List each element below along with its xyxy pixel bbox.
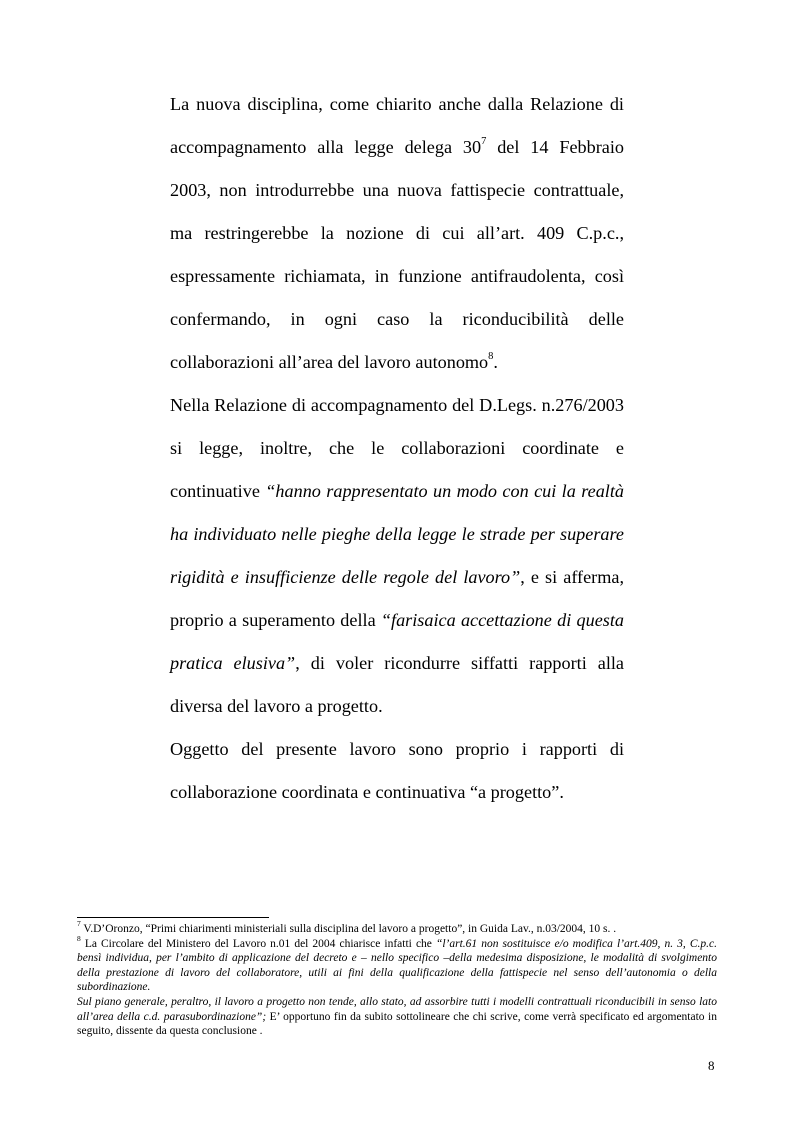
footnote-8-quote-a: “l’art.61 non sostituisce e/o modifica l’art.409, n. 3, C.p.c. bensì individua, per l’ambito di applicazione del decreto e – nello specifico –della medesima disposizione, le modalità di svolgimento della prestazione di lavoro del collaboratore, utili ai fini della qualificazione della fattispecie nel senso dell’autonomia o della subordinazione. [77, 937, 717, 994]
footnote-8 [77, 933, 717, 995]
footnote-8-quote-b: Sul piano generale, peraltro, il lavoro a progetto non tende, allo stato, ad assorbire tutti i modelli contrattuali riconducibili in senso lato all’area della c.d. parasubordinazione”; [77, 995, 717, 1023]
paragraph-1-text-b: del 14 Febbraio 2003, non introdurrebbe una nuova fattispecie contrattuale, ma restringerebbe la nozione di cui all’art. 409 C.p.c., espressamente richiamata, in funzione antifraudolenta, così confermando, in ogni caso la riconducibilità delle collaborazioni all’area del lavoro autonomo [170, 137, 624, 372]
footnote-8-text-a: La Circolare del Ministero del Lavoro n.01 del 2004 chiarisce infatti che [80, 937, 436, 950]
paragraph-2-quote-2: “farisaica accettazione di questa pratica elusiva” [170, 610, 624, 673]
footnote-8-continued [77, 995, 717, 1039]
paragraph-2-text-a: Nella Relazione di accompagnamento del D.Legs. n.276/2003 si legge, inoltre, che le collaborazioni coordinate e continuative [170, 395, 624, 501]
footnote-separator [77, 917, 269, 918]
paragraph-1 [170, 83, 624, 384]
main-body-text [170, 83, 624, 814]
paragraph-1-text-a: La nuova disciplina, come chiarito anche dalla Relazione di accompagnamento alla legge delega 30 [170, 94, 624, 157]
footnote-8-text-b: E’ opportuno fin da subito sottolineare che chi scrive, come verrà specificato ed argomentato in seguito, dissente da questa conclusione . [77, 1010, 717, 1038]
footnote-ref-8[interactable]: 8 [488, 350, 494, 362]
footnote-ref-7[interactable]: 7 [481, 135, 487, 147]
paragraph-2-text-b: , e si afferma, proprio a superamento della [170, 567, 624, 630]
footnotes [77, 919, 717, 1039]
footnote-8-number: 8 [77, 933, 81, 943]
page-number: 8 [708, 1058, 715, 1073]
paragraph-2-quote-1: “hanno rappresentato un modo con cui la realtà ha individuato nelle pieghe della legge le strade per superare rigidità e insufficienze delle regole del lavoro” [170, 481, 624, 587]
paragraph-3: Oggetto del presente lavoro sono proprio i rapporti di collaborazione coordinata e continuativa “a progetto”. [170, 739, 624, 802]
paragraph-2-text-c: , di voler ricondurre siffatti rapporti alla diversa del lavoro a progetto. [170, 653, 625, 716]
paragraph-2 [170, 384, 624, 728]
footnote-7-text: V.D’Oronzo, “Primi chiarimenti ministeriali sulla disciplina del lavoro a progetto”, in Guida Lav., n.03/2004, 10 s. . [80, 923, 617, 935]
footnote-7-number: 7 [77, 919, 81, 929]
footnote-7 [77, 919, 717, 937]
paragraph-1-text-c: . [493, 352, 498, 372]
